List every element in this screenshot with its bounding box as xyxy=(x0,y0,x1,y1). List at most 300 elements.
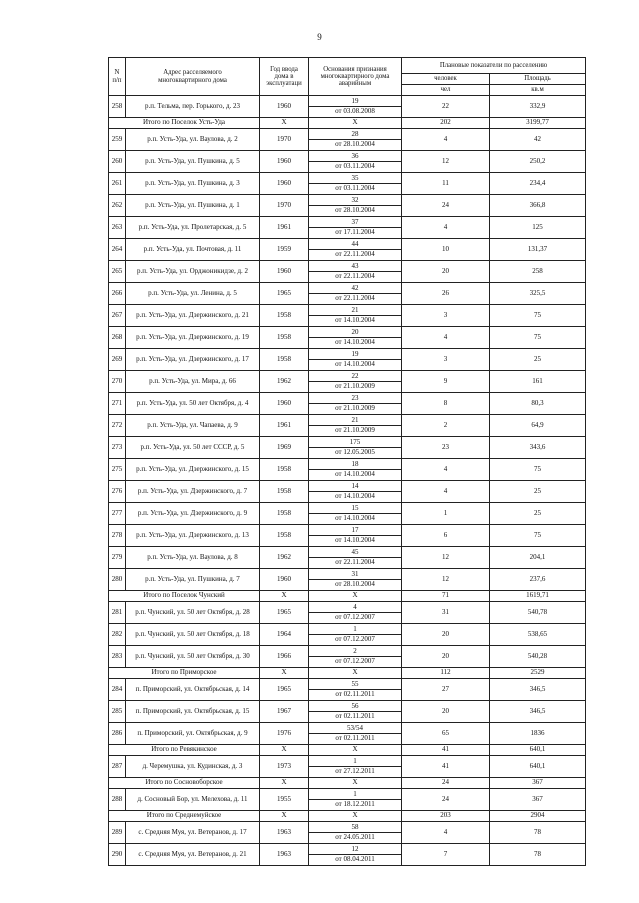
basis-cell: X xyxy=(309,591,402,602)
basis-cell xyxy=(309,701,402,723)
table-row xyxy=(109,723,586,745)
basis-number: 4 xyxy=(309,603,401,613)
people-cell: 65 xyxy=(402,723,490,745)
year-cell: 1962 xyxy=(260,547,309,569)
basis-date: от 14.10.2004 xyxy=(335,316,375,324)
table-row xyxy=(109,624,586,646)
address-cell: р.п. Усть-Уда, ул. Пролетарская, д. 5 xyxy=(126,217,260,239)
subtotal-row xyxy=(109,745,586,756)
basis-number: 1 xyxy=(309,757,401,767)
area-cell: 367 xyxy=(490,789,586,811)
basis-number: 42 xyxy=(309,284,401,294)
subtotal-row xyxy=(109,118,586,129)
people-cell: 6 xyxy=(402,525,490,547)
people-cell: 31 xyxy=(402,602,490,624)
basis-date: от 22.11.2004 xyxy=(335,558,375,566)
basis-cell xyxy=(309,569,402,591)
area-cell: 2529 xyxy=(490,668,586,679)
basis-number: 1 xyxy=(309,790,401,800)
basis-date: от 28.10.2004 xyxy=(335,580,375,588)
basis-number: 2 xyxy=(309,647,401,657)
row-number: 285 xyxy=(109,701,126,723)
basis-cell xyxy=(309,723,402,745)
basis-number: 53/54 xyxy=(309,724,401,734)
basis-date: от 02.11.2011 xyxy=(335,712,375,720)
basis-date: от 28.10.2004 xyxy=(335,140,375,148)
people-cell: 27 xyxy=(402,679,490,701)
table-row xyxy=(109,283,586,305)
area-cell: 161 xyxy=(490,371,586,393)
basis-cell xyxy=(309,624,402,646)
basis-number: 44 xyxy=(309,240,401,250)
basis-cell xyxy=(309,602,402,624)
people-cell: 3 xyxy=(402,349,490,371)
basis-cell xyxy=(309,349,402,371)
area-cell: 325,5 xyxy=(490,283,586,305)
basis-number: 23 xyxy=(309,394,401,404)
header-num-text: N п/п xyxy=(112,69,122,84)
basis-cell xyxy=(309,261,402,283)
basis-date: от 22.11.2004 xyxy=(335,294,375,302)
area-cell: 25 xyxy=(490,481,586,503)
subtotal-label: Итого по Поселок Усть-Уда xyxy=(109,118,260,129)
basis-date: от 12.05.2005 xyxy=(335,448,375,456)
table-row xyxy=(109,173,586,195)
year-cell: X xyxy=(260,778,309,789)
year-cell: 1958 xyxy=(260,525,309,547)
basis-number: 43 xyxy=(309,262,401,272)
basis-cell xyxy=(309,173,402,195)
basis-cell xyxy=(309,437,402,459)
year-cell: 1961 xyxy=(260,415,309,437)
table-row xyxy=(109,349,586,371)
row-number: 269 xyxy=(109,349,126,371)
table-body xyxy=(109,96,586,866)
address-cell: р.п. Усть-Уда, ул. Дзержинского, д. 19 xyxy=(126,327,260,349)
area-cell: 2904 xyxy=(490,811,586,822)
basis-cell: X xyxy=(309,778,402,789)
area-cell: 78 xyxy=(490,822,586,844)
row-number: 277 xyxy=(109,503,126,525)
basis-date: от 07.12.2007 xyxy=(335,657,375,665)
year-cell: X xyxy=(260,118,309,129)
year-cell: 1958 xyxy=(260,327,309,349)
year-cell: 1963 xyxy=(260,822,309,844)
year-cell: 1970 xyxy=(260,195,309,217)
people-cell: 203 xyxy=(402,811,490,822)
year-cell: 1962 xyxy=(260,371,309,393)
table-row xyxy=(109,371,586,393)
area-cell: 640,1 xyxy=(490,756,586,778)
area-cell: 540,28 xyxy=(490,646,586,668)
row-number: 279 xyxy=(109,547,126,569)
people-cell: 12 xyxy=(402,547,490,569)
row-number: 280 xyxy=(109,569,126,591)
table-row xyxy=(109,459,586,481)
area-cell: 75 xyxy=(490,459,586,481)
area-cell: 366,8 xyxy=(490,195,586,217)
basis-cell xyxy=(309,239,402,261)
subtotal-label: Итого по Сосновоборское xyxy=(109,778,260,789)
year-cell: 1966 xyxy=(260,646,309,668)
table-row xyxy=(109,96,586,118)
people-cell: 24 xyxy=(402,778,490,789)
address-cell: р.п. Усть-Уда, ул. Орджоникидзе, д. 2 xyxy=(126,261,260,283)
year-cell: 1969 xyxy=(260,437,309,459)
area-cell: 25 xyxy=(490,503,586,525)
address-cell: р.п. Усть-Уда, ул. Дзержинского, д. 21 xyxy=(126,305,260,327)
table-row xyxy=(109,151,586,173)
people-cell: 112 xyxy=(402,668,490,679)
basis-date: от 27.12.2011 xyxy=(335,767,375,775)
address-cell: р.п. Усть-Уда, ул. Чапаева, д. 9 xyxy=(126,415,260,437)
basis-date: от 07.12.2007 xyxy=(335,613,375,621)
address-cell: р.п. Усть-Уда, ул. 50 лет Октября, д. 4 xyxy=(126,393,260,415)
basis-date: от 14.10.2004 xyxy=(335,514,375,522)
people-cell: 12 xyxy=(402,151,490,173)
address-cell: р.п. Тельма, пер. Горького, д. 23 xyxy=(126,96,260,118)
area-cell: 540,78 xyxy=(490,602,586,624)
area-cell: 125 xyxy=(490,217,586,239)
address-cell: с. Средняя Муя, ул. Ветеранов, д. 17 xyxy=(126,822,260,844)
basis-cell: X xyxy=(309,668,402,679)
basis-date: от 03.11.2004 xyxy=(335,184,375,192)
basis-date: от 18.12.2011 xyxy=(335,800,375,808)
address-cell: р.п. Усть-Уда, ул. Мира, д. 66 xyxy=(126,371,260,393)
year-cell: 1970 xyxy=(260,129,309,151)
table-row xyxy=(109,415,586,437)
basis-cell xyxy=(309,96,402,118)
area-cell: 237,6 xyxy=(490,569,586,591)
table-row xyxy=(109,646,586,668)
subtotal-label: Итого по Среднемуйское xyxy=(109,811,260,822)
year-cell: 1963 xyxy=(260,844,309,866)
year-cell: 1958 xyxy=(260,305,309,327)
area-cell: 250,2 xyxy=(490,151,586,173)
table-row xyxy=(109,602,586,624)
row-number: 267 xyxy=(109,305,126,327)
year-cell: X xyxy=(260,591,309,602)
year-cell: 1965 xyxy=(260,283,309,305)
area-cell: 346,5 xyxy=(490,679,586,701)
basis-date: от 14.10.2004 xyxy=(335,536,375,544)
people-cell: 4 xyxy=(402,129,490,151)
people-cell: 20 xyxy=(402,624,490,646)
people-cell: 41 xyxy=(402,756,490,778)
basis-number: 1 xyxy=(309,625,401,635)
people-cell: 22 xyxy=(402,96,490,118)
basis-date: от 28.10.2004 xyxy=(335,206,375,214)
basis-cell xyxy=(309,327,402,349)
people-cell: 41 xyxy=(402,745,490,756)
address-cell: р.п. Усть-Уда, ул. Дзержинского, д. 9 xyxy=(126,503,260,525)
basis-date: от 21.10.2009 xyxy=(335,426,375,434)
address-cell: р.п. Усть-Уда, ул. Ленина, д. 5 xyxy=(126,283,260,305)
year-cell: 1960 xyxy=(260,393,309,415)
people-cell: 2 xyxy=(402,415,490,437)
subtotal-label: Итого по Ревякинское xyxy=(109,745,260,756)
basis-number: 175 xyxy=(309,438,401,448)
area-cell: 538,65 xyxy=(490,624,586,646)
table-row xyxy=(109,756,586,778)
year-cell: 1955 xyxy=(260,789,309,811)
address-cell: р.п. Усть-Уда, ул. Пушкина, д. 3 xyxy=(126,173,260,195)
address-cell: д. Сосновый Бор, ул. Мелехова, д. 11 xyxy=(126,789,260,811)
area-cell: 234,4 xyxy=(490,173,586,195)
address-cell: р.п. Усть-Уда, ул. Почтовая, д. 11 xyxy=(126,239,260,261)
people-cell: 1 xyxy=(402,503,490,525)
table-row xyxy=(109,305,586,327)
subtotal-label: Итого по Приморское xyxy=(109,668,260,679)
basis-date: от 07.12.2007 xyxy=(335,635,375,643)
row-number: 261 xyxy=(109,173,126,195)
year-cell: 1960 xyxy=(260,173,309,195)
row-number: 264 xyxy=(109,239,126,261)
address-cell: с. Средняя Муя, ул. Ветеранов, д. 21 xyxy=(126,844,260,866)
basis-date: от 21.10.2009 xyxy=(335,382,375,390)
table-row xyxy=(109,239,586,261)
people-cell: 24 xyxy=(402,195,490,217)
people-cell: 8 xyxy=(402,393,490,415)
basis-number: 22 xyxy=(309,372,401,382)
row-number: 284 xyxy=(109,679,126,701)
basis-date: от 24.05.2011 xyxy=(335,833,375,841)
people-cell: 3 xyxy=(402,305,490,327)
area-cell: 42 xyxy=(490,129,586,151)
basis-number: 15 xyxy=(309,504,401,514)
area-cell: 25 xyxy=(490,349,586,371)
basis-number: 35 xyxy=(309,174,401,184)
basis-number: 58 xyxy=(309,823,401,833)
row-number: 290 xyxy=(109,844,126,866)
people-cell: 4 xyxy=(402,481,490,503)
basis-date: от 02.11.2011 xyxy=(335,690,375,698)
table-row xyxy=(109,844,586,866)
year-cell: 1958 xyxy=(260,481,309,503)
header-area: Площадь xyxy=(490,74,586,85)
basis-cell xyxy=(309,283,402,305)
basis-cell xyxy=(309,415,402,437)
header-people: человек xyxy=(402,74,490,85)
year-cell: 1960 xyxy=(260,151,309,173)
area-cell: 75 xyxy=(490,525,586,547)
people-cell: 26 xyxy=(402,283,490,305)
address-cell: п. Приморский, ул. Октябрьская, д. 14 xyxy=(126,679,260,701)
row-number: 282 xyxy=(109,624,126,646)
basis-cell xyxy=(309,547,402,569)
area-cell: 3199,77 xyxy=(490,118,586,129)
basis-date: от 08.04.2011 xyxy=(335,855,375,863)
year-cell: 1973 xyxy=(260,756,309,778)
area-cell: 367 xyxy=(490,778,586,789)
address-cell: д. Черемушка, ул. Кудинская, д. 3 xyxy=(126,756,260,778)
header-address-text: Адрес расселяемого многоквартирного дома xyxy=(158,69,227,84)
people-cell: 202 xyxy=(402,118,490,129)
area-cell: 640,1 xyxy=(490,745,586,756)
address-cell: р.п. Усть-Уда, ул. Дзержинского, д. 17 xyxy=(126,349,260,371)
year-cell: 1959 xyxy=(260,239,309,261)
address-cell: р.п. Чунский, ул. 50 лет Октября, д. 18 xyxy=(126,624,260,646)
row-number: 260 xyxy=(109,151,126,173)
people-cell: 4 xyxy=(402,217,490,239)
row-number: 286 xyxy=(109,723,126,745)
year-cell: 1976 xyxy=(260,723,309,745)
people-cell: 10 xyxy=(402,239,490,261)
header-address xyxy=(126,58,260,96)
basis-cell xyxy=(309,503,402,525)
year-cell: X xyxy=(260,668,309,679)
row-number: 258 xyxy=(109,96,126,118)
basis-number: 12 xyxy=(309,845,401,855)
basis-cell: X xyxy=(309,745,402,756)
basis-number: 21 xyxy=(309,306,401,316)
row-number: 272 xyxy=(109,415,126,437)
row-number: 276 xyxy=(109,481,126,503)
basis-cell xyxy=(309,822,402,844)
subtotal-row xyxy=(109,811,586,822)
address-cell: п. Приморский, ул. Октябрьская, д. 9 xyxy=(126,723,260,745)
row-number: 265 xyxy=(109,261,126,283)
resettlement-table xyxy=(108,57,586,866)
header-plan: Плановые показатели по расселению xyxy=(402,58,586,74)
people-cell: 12 xyxy=(402,569,490,591)
row-number: 259 xyxy=(109,129,126,151)
header-area-unit: кв.м xyxy=(490,85,586,96)
address-cell: р.п. Усть-Уда, ул. 50 лет СССР, д. 5 xyxy=(126,437,260,459)
year-cell: 1960 xyxy=(260,96,309,118)
basis-number: 19 xyxy=(309,350,401,360)
basis-cell: X xyxy=(309,118,402,129)
year-cell: 1964 xyxy=(260,624,309,646)
table-row xyxy=(109,701,586,723)
address-cell: р.п. Усть-Уда, ул. Дзержинского, д. 13 xyxy=(126,525,260,547)
year-cell: X xyxy=(260,811,309,822)
basis-cell xyxy=(309,646,402,668)
basis-number: 37 xyxy=(309,218,401,228)
row-number: 287 xyxy=(109,756,126,778)
basis-cell xyxy=(309,844,402,866)
table-row xyxy=(109,525,586,547)
area-cell: 346,5 xyxy=(490,701,586,723)
basis-cell xyxy=(309,151,402,173)
area-cell: 343,6 xyxy=(490,437,586,459)
basis-date: от 14.10.2004 xyxy=(335,470,375,478)
basis-number: 20 xyxy=(309,328,401,338)
address-cell: р.п. Чунский, ул. 50 лет Октября, д. 28 xyxy=(126,602,260,624)
basis-number: 36 xyxy=(309,152,401,162)
year-cell: 1961 xyxy=(260,217,309,239)
area-cell: 332,9 xyxy=(490,96,586,118)
year-cell: 1960 xyxy=(260,569,309,591)
basis-date: от 14.10.2004 xyxy=(335,492,375,500)
address-cell: р.п. Чунский, ул. 50 лет Октября, д. 30 xyxy=(126,646,260,668)
row-number: 273 xyxy=(109,437,126,459)
subtotal-row xyxy=(109,591,586,602)
basis-number: 55 xyxy=(309,680,401,690)
row-number: 281 xyxy=(109,602,126,624)
basis-number: 45 xyxy=(309,548,401,558)
address-cell: р.п. Усть-Уда, ул. Пушкина, д. 1 xyxy=(126,195,260,217)
basis-number: 17 xyxy=(309,526,401,536)
subtotal-row xyxy=(109,778,586,789)
area-cell: 64,9 xyxy=(490,415,586,437)
row-number: 289 xyxy=(109,822,126,844)
header-basis-text: Основания признания многоквартирного дома аварийным xyxy=(320,65,390,88)
page-number: 9 xyxy=(317,32,322,42)
basis-date: от 21.10.2009 xyxy=(335,404,375,412)
basis-cell: X xyxy=(309,811,402,822)
people-cell: 24 xyxy=(402,789,490,811)
year-cell: 1965 xyxy=(260,602,309,624)
address-cell: р.п. Усть-Уда, ул. Дзержинского, д. 7 xyxy=(126,481,260,503)
row-number: 270 xyxy=(109,371,126,393)
basis-cell xyxy=(309,393,402,415)
basis-cell xyxy=(309,789,402,811)
table-row xyxy=(109,569,586,591)
people-cell: 20 xyxy=(402,646,490,668)
basis-cell xyxy=(309,756,402,778)
area-cell: 131,37 xyxy=(490,239,586,261)
area-cell: 75 xyxy=(490,305,586,327)
basis-number: 14 xyxy=(309,482,401,492)
area-cell: 1619,71 xyxy=(490,591,586,602)
header-year-text: Год ввода дома в эксплуатаци xyxy=(266,65,302,88)
basis-date: от 22.11.2004 xyxy=(335,272,375,280)
table-row xyxy=(109,129,586,151)
year-cell: 1958 xyxy=(260,459,309,481)
area-cell: 204,1 xyxy=(490,547,586,569)
basis-date: от 14.10.2004 xyxy=(335,338,375,346)
people-cell: 4 xyxy=(402,327,490,349)
subtotal-row xyxy=(109,668,586,679)
row-number: 262 xyxy=(109,195,126,217)
table-row xyxy=(109,789,586,811)
basis-cell xyxy=(309,525,402,547)
basis-date: от 03.08.2008 xyxy=(335,107,375,115)
basis-number: 31 xyxy=(309,570,401,580)
row-number: 288 xyxy=(109,789,126,811)
basis-cell xyxy=(309,129,402,151)
area-cell: 78 xyxy=(490,844,586,866)
basis-date: от 02.11.2011 xyxy=(335,734,375,742)
year-cell: 1960 xyxy=(260,261,309,283)
header-people-unit: чел xyxy=(402,85,490,96)
table-row xyxy=(109,822,586,844)
basis-date: от 14.10.2004 xyxy=(335,360,375,368)
row-number: 278 xyxy=(109,525,126,547)
table-row xyxy=(109,503,586,525)
area-cell: 80,3 xyxy=(490,393,586,415)
basis-number: 56 xyxy=(309,702,401,712)
header-year xyxy=(260,58,309,96)
address-cell: р.п. Усть-Уда, ул. Дзержинского, д. 15 xyxy=(126,459,260,481)
basis-number: 21 xyxy=(309,416,401,426)
basis-number: 18 xyxy=(309,460,401,470)
header-basis xyxy=(309,58,402,96)
year-cell: 1967 xyxy=(260,701,309,723)
table-row xyxy=(109,547,586,569)
people-cell: 11 xyxy=(402,173,490,195)
address-cell: р.п. Усть-Уда, ул. Ваулова, д. 8 xyxy=(126,547,260,569)
basis-cell xyxy=(309,305,402,327)
header-num xyxy=(109,58,126,96)
basis-date: от 17.11.2004 xyxy=(335,228,375,236)
address-cell: р.п. Усть-Уда, ул. Ваулова, д. 2 xyxy=(126,129,260,151)
people-cell: 9 xyxy=(402,371,490,393)
basis-cell xyxy=(309,481,402,503)
table-row xyxy=(109,217,586,239)
basis-cell xyxy=(309,679,402,701)
